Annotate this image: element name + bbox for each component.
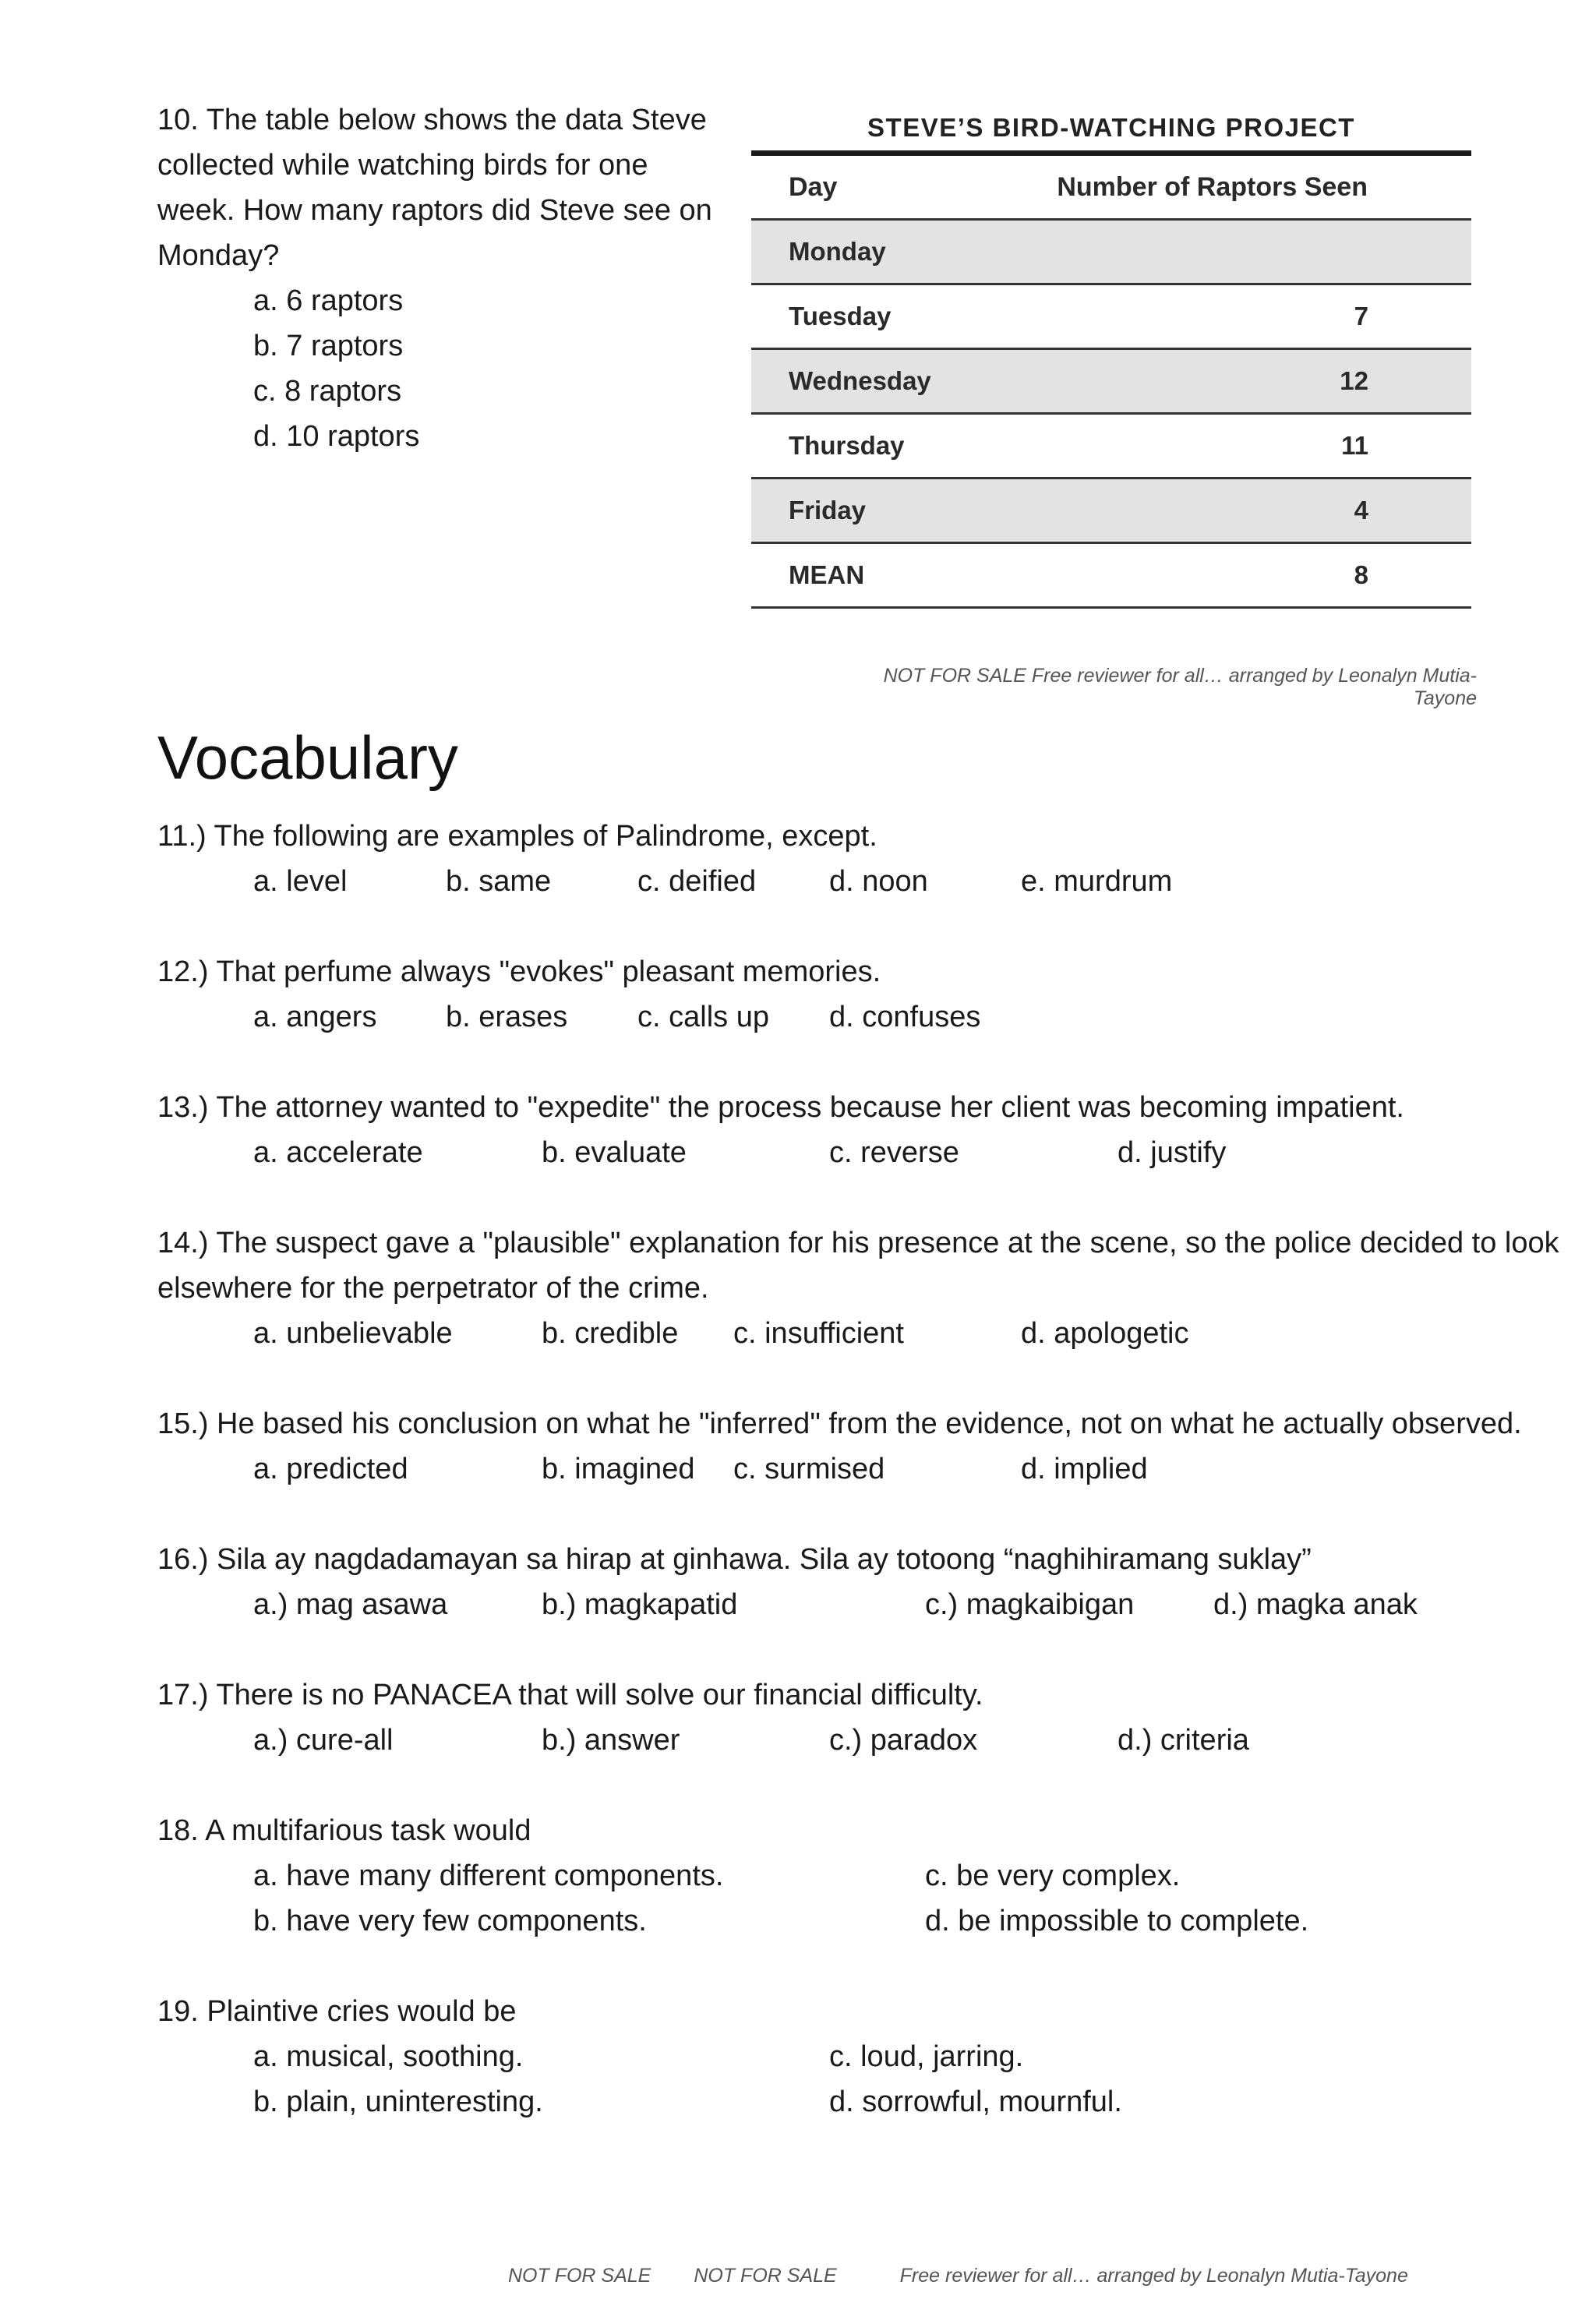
row-count: 4 xyxy=(979,479,1471,543)
row-count: 7 xyxy=(979,284,1471,349)
table-title: STEVE’S BIRD-WATCHING PROJECT xyxy=(867,113,1355,142)
option-a: a. musical, soothing. xyxy=(253,2040,524,2073)
question-15 xyxy=(157,1401,1560,1492)
table-row xyxy=(751,479,1471,543)
option-c: c. calls up xyxy=(637,1001,769,1033)
option-row xyxy=(157,1446,1560,1492)
row-count: 11 xyxy=(979,414,1471,479)
row-day: Friday xyxy=(751,479,979,543)
option-b: b. credible xyxy=(542,1317,679,1350)
option-row xyxy=(157,2079,1560,2124)
option-a: a. unbelievable xyxy=(253,1317,453,1350)
option-d: d. justify xyxy=(1118,1136,1227,1169)
row-count: 8 xyxy=(979,543,1471,608)
option-b: b. erases xyxy=(446,1001,568,1033)
option-a: a. have many different components. xyxy=(253,1860,724,1892)
question-10-options xyxy=(157,278,719,459)
question-stem: 14.) The suspect gave a "plausible" explanation for his presence at the scene, so the police decided to look elsewhere for the perpetrator of the crime. xyxy=(157,1227,1559,1305)
row-day: Monday xyxy=(751,220,979,284)
option-e: e. murdrum xyxy=(1021,865,1173,898)
question-16 xyxy=(157,1537,1560,1627)
question-18 xyxy=(157,1808,1560,1944)
option-row xyxy=(157,994,1560,1040)
option-row xyxy=(157,2034,1560,2079)
row-day: Thursday xyxy=(751,414,979,479)
footer-credit: Free reviewer for all… arranged by Leonalyn Mutia-Tayone xyxy=(899,2265,1408,2287)
option-a: a. predicted xyxy=(253,1453,408,1485)
footer-not-for-sale: NOT FOR SALE xyxy=(508,2265,651,2287)
question-10-stem: 10. The table below shows the data Steve collected while watching birds for one week. How many raptors did Steve see on Monday? xyxy=(157,104,712,272)
option-d: d. confuses xyxy=(829,1001,981,1033)
option-row xyxy=(157,1130,1560,1175)
question-stem: 17.) There is no PANACEA that will solve our financial difficulty. xyxy=(157,1679,983,1711)
table-row xyxy=(751,414,1471,479)
option-c: c.) paradox xyxy=(829,1724,978,1757)
option-row xyxy=(157,859,1560,904)
option-d: d. apologetic xyxy=(1021,1317,1189,1350)
option-a: a.) mag asawa xyxy=(253,1588,448,1621)
row-day: Wednesday xyxy=(751,349,979,414)
option-c: c. loud, jarring. xyxy=(829,2040,1024,2073)
question-12 xyxy=(157,949,1560,1040)
question-10-option-b: b. 7 raptors xyxy=(253,330,404,362)
option-a: a.) cure-all xyxy=(253,1724,394,1757)
option-row xyxy=(157,1853,1560,1898)
question-17 xyxy=(157,1672,1560,1763)
question-13 xyxy=(157,1085,1560,1175)
option-c: c. insufficient xyxy=(733,1317,904,1350)
table-row xyxy=(751,284,1471,349)
header-day: Day xyxy=(751,154,979,220)
question-stem: 18. A multifarious task would xyxy=(157,1814,531,1847)
question-11 xyxy=(157,814,1560,904)
option-b: b. plain, uninteresting. xyxy=(253,2086,543,2118)
section-heading-vocabulary: Vocabulary xyxy=(157,723,458,792)
option-b: b. have very few components. xyxy=(253,1905,647,1937)
option-b: b.) answer xyxy=(542,1724,680,1757)
option-row xyxy=(157,1898,1560,1944)
option-d: d. noon xyxy=(829,865,928,898)
question-14 xyxy=(157,1220,1560,1356)
table-header-row xyxy=(751,154,1471,220)
option-row xyxy=(157,1311,1560,1356)
table-row-mean xyxy=(751,543,1471,608)
option-d: d. be impossible to complete. xyxy=(925,1905,1309,1937)
option-row xyxy=(157,1582,1560,1627)
option-c: c. deified xyxy=(637,865,757,898)
option-d: d.) magka anak xyxy=(1213,1588,1418,1621)
option-c: c. reverse xyxy=(829,1136,959,1169)
question-10-option-c: c. 8 raptors xyxy=(253,375,402,408)
footer-note-top: NOT FOR SALE Free reviewer for all… arranged by Leonalyn Mutia-Tayone xyxy=(883,665,1477,709)
question-10-option-a: a. 6 raptors xyxy=(253,284,404,317)
option-c: c.) magkaibigan xyxy=(925,1588,1135,1621)
footer-not-for-sale: NOT FOR SALE xyxy=(694,2265,837,2287)
question-stem: 19. Plaintive cries would be xyxy=(157,1995,517,2028)
raptor-table xyxy=(751,150,1471,609)
vocabulary-questions xyxy=(157,814,1560,2170)
option-b: b. same xyxy=(446,865,552,898)
question-stem: 16.) Sila ay nagdadamayan sa hirap at ginhawa. Sila ay totoong “naghihiramang suklay” xyxy=(157,1543,1312,1576)
header-raptors: Number of Raptors Seen xyxy=(979,154,1471,220)
option-d: d. implied xyxy=(1021,1453,1148,1485)
question-stem: 11.) The following are examples of Palindrome, except. xyxy=(157,820,877,853)
option-a: a. level xyxy=(253,865,348,898)
row-count xyxy=(979,220,1471,284)
option-b: b. imagined xyxy=(542,1453,695,1485)
question-stem: 13.) The attorney wanted to "expedite" the process because her client was becoming impatient. xyxy=(157,1091,1404,1124)
question-19 xyxy=(157,1989,1560,2124)
option-c: c. surmised xyxy=(733,1453,885,1485)
table-row xyxy=(751,349,1471,414)
option-d: d.) criteria xyxy=(1118,1724,1249,1757)
row-count: 12 xyxy=(979,349,1471,414)
row-day: MEAN xyxy=(751,543,979,608)
table-row xyxy=(751,220,1471,284)
option-a: a. angers xyxy=(253,1001,377,1033)
bird-watching-table xyxy=(751,105,1471,609)
option-d: d. sorrowful, mournful. xyxy=(829,2086,1122,2118)
option-b: b. evaluate xyxy=(542,1136,687,1169)
option-b: b.) magkapatid xyxy=(542,1588,738,1621)
option-a: a. accelerate xyxy=(253,1136,423,1169)
question-10-option-d: d. 10 raptors xyxy=(253,420,420,453)
question-stem: 15.) He based his conclusion on what he "inferred" from the evidence, not on what he actually observed. xyxy=(157,1407,1522,1440)
option-c: c. be very complex. xyxy=(925,1860,1181,1892)
footer-note-bottom xyxy=(508,2265,1408,2287)
question-stem: 12.) That perfume always "evokes" pleasant memories. xyxy=(157,955,881,988)
question-10 xyxy=(157,97,719,459)
row-day: Tuesday xyxy=(751,284,979,349)
option-row xyxy=(157,1718,1560,1763)
